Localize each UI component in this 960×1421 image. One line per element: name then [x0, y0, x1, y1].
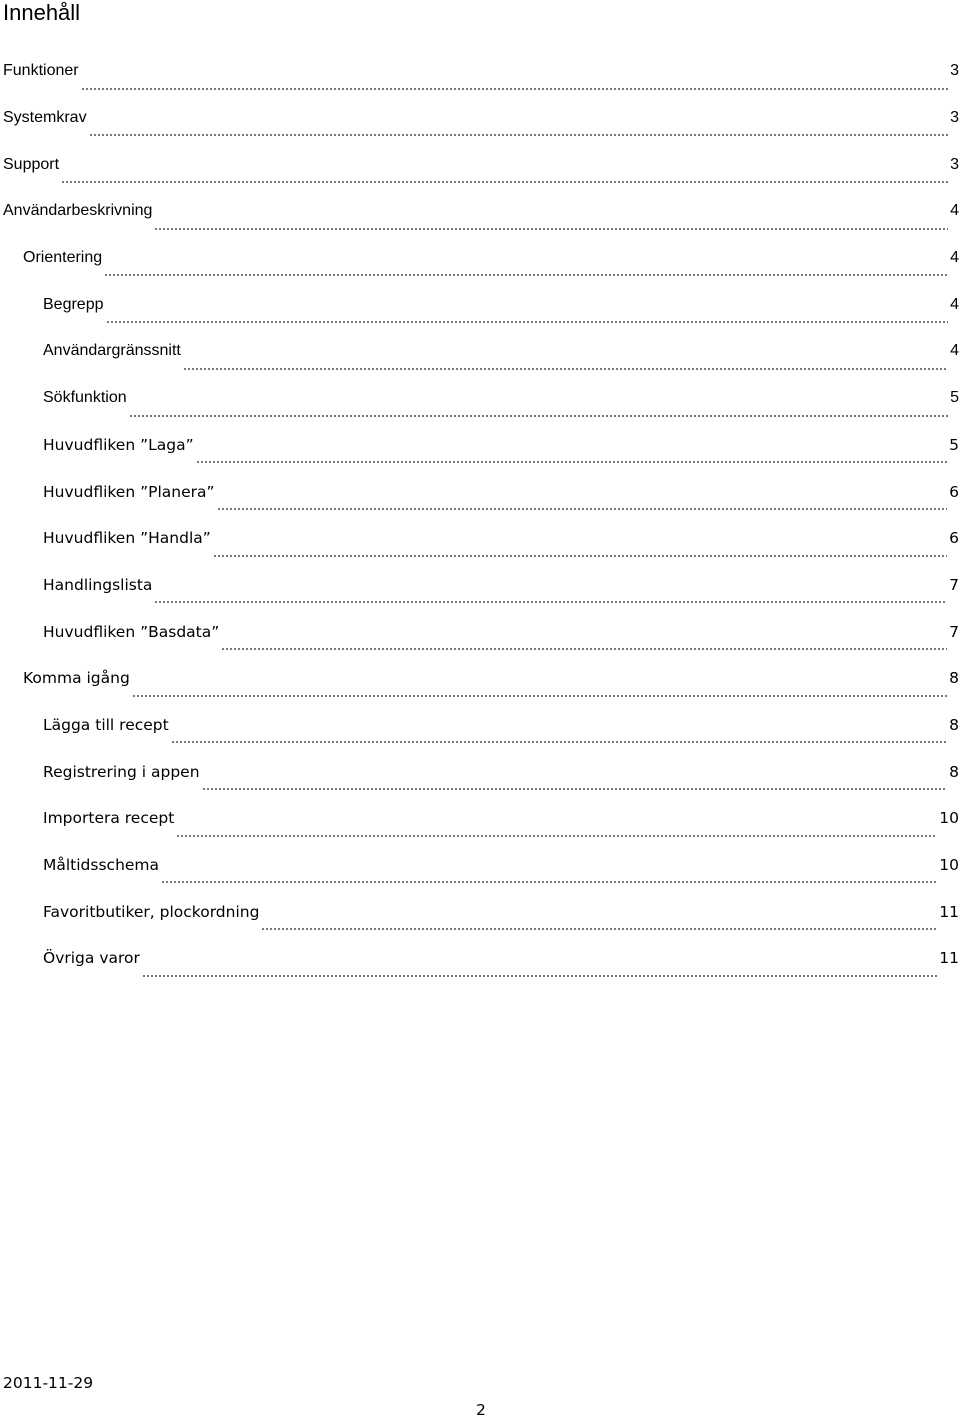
toc-entry-page: 4 [950, 202, 959, 220]
toc-dot-leader [217, 495, 948, 511]
toc-entry-label: Systemkrav [3, 109, 87, 127]
toc-entry[interactable] [0, 95, 960, 142]
toc-entry-label: Huvudfliken ”Planera” [43, 482, 215, 501]
toc-entry[interactable] [0, 655, 960, 702]
toc-dot-leader [81, 75, 949, 91]
toc-entry-label: Funktioner [3, 62, 79, 80]
toc-entry-label: Användarbeskrivning [3, 202, 153, 220]
toc-entry-label: Orientering [23, 249, 103, 267]
toc-dot-leader [154, 589, 947, 605]
table-of-contents [0, 48, 960, 982]
toc-dot-leader [221, 635, 947, 651]
toc-entry-page: 11 [939, 902, 959, 921]
toc-dot-leader [261, 916, 937, 932]
toc-entry[interactable] [0, 842, 960, 889]
toc-dot-leader [61, 168, 948, 184]
toc-entry[interactable] [0, 888, 960, 935]
toc-dot-leader [154, 215, 948, 231]
toc-dot-leader [171, 729, 947, 745]
toc-dot-leader [89, 121, 949, 137]
toc-title: Innehåll [3, 0, 81, 25]
toc-dot-leader [183, 355, 948, 371]
toc-entry-page: 11 [939, 949, 959, 968]
toc-dot-leader [104, 261, 948, 277]
toc-entry[interactable] [0, 188, 960, 235]
toc-entry[interactable] [0, 608, 960, 655]
toc-entry[interactable] [0, 141, 960, 188]
toc-entry-label: Övriga varor [43, 949, 140, 968]
toc-entry-label: Handlingslista [43, 575, 153, 594]
toc-entry[interactable] [0, 328, 960, 375]
toc-entry-label: Användargränssnitt [43, 342, 181, 360]
toc-entry[interactable] [0, 422, 960, 469]
toc-entry-page: 3 [950, 155, 959, 173]
toc-entry-page: 6 [949, 529, 959, 548]
toc-entry-page: 6 [949, 482, 959, 501]
footer-page-number: 2 [476, 1401, 486, 1419]
toc-entry[interactable] [0, 515, 960, 562]
toc-entry-page: 4 [950, 342, 959, 360]
toc-entry-page: 5 [950, 389, 959, 407]
toc-entry-label: Support [3, 155, 60, 173]
toc-entry[interactable] [0, 935, 960, 982]
toc-entry-page: 4 [950, 249, 959, 267]
toc-entry[interactable] [0, 375, 960, 422]
toc-entry-page: 3 [950, 109, 959, 127]
toc-entry-page: 7 [949, 622, 959, 641]
toc-entry-page: 8 [949, 715, 959, 734]
toc-entry[interactable] [0, 795, 960, 842]
toc-entry[interactable] [0, 48, 960, 95]
toc-entry-page: 5 [949, 435, 959, 454]
toc-dot-leader [202, 776, 948, 792]
footer-date: 2011-11-29 [3, 1374, 94, 1392]
toc-entry-page: 7 [949, 575, 959, 594]
toc-entry-label: Lägga till recept [43, 715, 169, 734]
toc-entry-page: 10 [939, 856, 959, 875]
toc-dot-leader [129, 402, 948, 418]
toc-entry-label: Registrering i appen [43, 762, 200, 781]
toc-dot-leader [196, 449, 947, 465]
toc-entry-page: 8 [949, 762, 959, 781]
toc-entry-page: 3 [950, 62, 959, 80]
toc-entry[interactable] [0, 281, 960, 328]
toc-dot-leader [132, 682, 947, 698]
toc-entry-label: Komma igång [23, 669, 130, 688]
toc-entry-page: 10 [939, 809, 959, 828]
toc-entry-label: Favoritbutiker, plockordning [43, 902, 260, 921]
toc-entry-label: Måltidsschema [43, 856, 160, 875]
toc-entry-label: Huvudfliken ”Handla” [43, 529, 211, 548]
toc-dot-leader [142, 962, 937, 978]
toc-dot-leader [161, 869, 937, 885]
toc-entry-label: Importera recept [43, 809, 175, 828]
toc-dot-leader [106, 308, 949, 324]
toc-entry-label: Sökfunktion [43, 389, 127, 407]
toc-entry[interactable] [0, 562, 960, 609]
toc-entry-label: Huvudfliken ”Laga” [43, 435, 194, 454]
toc-dot-leader [176, 822, 937, 838]
toc-entry[interactable] [0, 235, 960, 282]
toc-entry[interactable] [0, 748, 960, 795]
toc-entry[interactable] [0, 702, 960, 749]
toc-entry-label: Huvudfliken ”Basdata” [43, 622, 220, 641]
toc-entry-page: 8 [949, 669, 959, 688]
toc-entry-label: Begrepp [43, 295, 104, 313]
toc-dot-leader [213, 542, 947, 558]
toc-entry[interactable] [0, 468, 960, 515]
toc-entry-page: 4 [950, 295, 959, 313]
